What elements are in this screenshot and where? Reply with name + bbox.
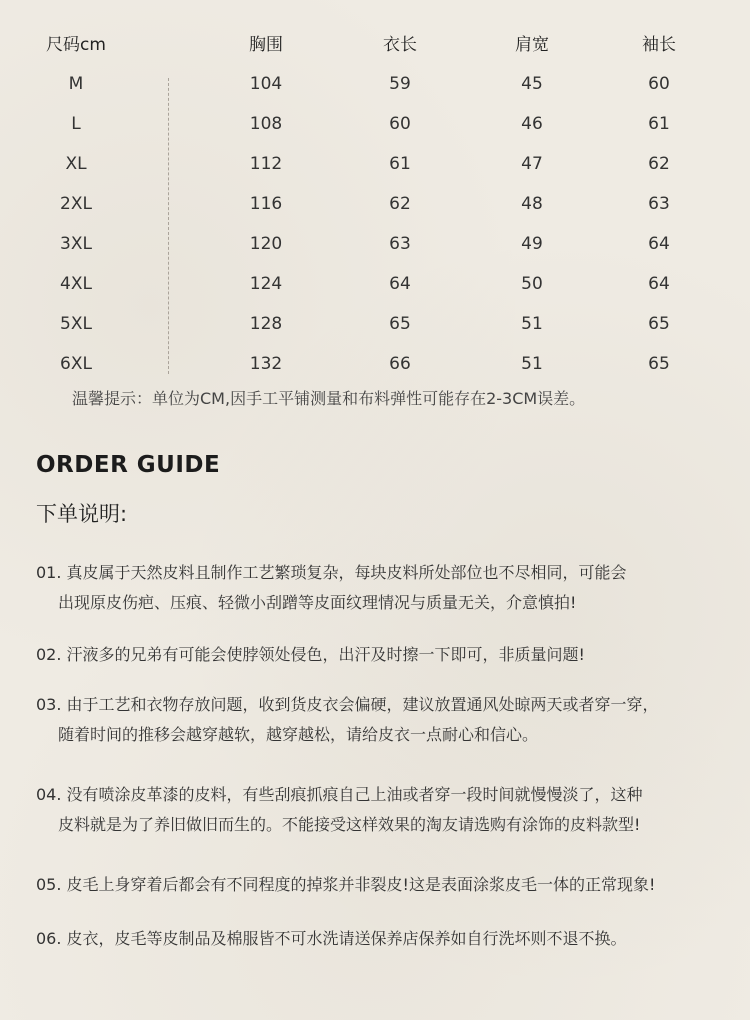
value-cell: 50 [521,274,543,294]
value-cell: 132 [249,354,283,374]
header-chest: 胸围 [249,35,283,55]
size-cell: 2XL [60,194,92,214]
table-divider [168,78,169,374]
value-cell: 45 [521,74,543,94]
value-cell: 61 [389,154,411,174]
guide-item-01 [36,558,627,618]
value-cell: 62 [389,194,411,214]
header-length: 衣长 [383,35,417,55]
value-cell: 104 [249,74,283,94]
value-cell: 116 [249,194,283,214]
value-cell: 112 [249,154,283,174]
guide-item-03 [36,690,659,750]
value-cell: 65 [389,314,411,334]
size-cell: 4XL [60,274,92,294]
value-cell: 46 [521,114,543,134]
guide-item-text: 05. 皮毛上身穿着后都会有不同程度的掉浆并非裂皮!这是表面涂浆皮毛一体的正常现象! [36,875,656,894]
size-note: 温馨提示：单位为CM,因手工平铺测量和布料弹性可能存在2-3CM误差。 [72,389,586,408]
guide-item-04 [36,780,643,840]
header-sleeve: 袖长 [642,35,676,55]
value-cell: 49 [521,234,543,254]
value-cell: 51 [521,354,543,374]
guide-item-text-cont: 出现原皮伤疤、压痕、轻微小刮蹭等皮面纹理情况与质量无关，介意慎拍! [58,593,577,612]
guide-item-05 [36,870,655,900]
value-cell: 63 [648,194,670,214]
value-cell: 60 [648,74,670,94]
value-cell: 64 [389,274,411,294]
guide-item-text: 01. 真皮属于天然皮料且制作工艺繁琐复杂，每块皮料所处部位也不尽相同，可能会 [36,563,627,582]
order-guide-subtitle: 下单说明: [36,502,128,526]
value-cell: 48 [521,194,543,214]
value-cell: 128 [249,314,283,334]
size-table [0,0,750,408]
value-cell: 62 [648,154,670,174]
guide-item-text-cont: 随着时间的推移会越穿越软，越穿越松，请给皮衣一点耐心和信心。 [58,725,539,744]
order-guide-title: ORDER GUIDE [36,452,221,478]
header-size: 尺码cm [46,35,106,55]
value-cell: 61 [648,114,670,134]
value-cell: 64 [648,234,670,254]
value-cell: 59 [389,74,411,94]
guide-item-text-cont: 皮料就是为了养旧做旧而生的。不能接受这样效果的淘友请选购有涂饰的皮料款型! [58,815,641,834]
guide-item-02 [36,640,585,670]
size-cell: XL [65,154,87,174]
value-cell: 51 [521,314,543,334]
guide-item-text: 03. 由于工艺和衣物存放问题，收到货皮衣会偏硬，建议放置通风处晾两天或者穿一穿， [36,695,659,714]
guide-item-text: 06. 皮衣，皮毛等皮制品及棉服皆不可水洗请送保养店保养如自行洗坏则不退不换。 [36,929,627,948]
size-cell: 5XL [60,314,92,334]
value-cell: 65 [648,354,670,374]
size-cell: 3XL [60,234,92,254]
header-shoulder: 肩宽 [515,35,549,55]
guide-item-06 [36,924,627,954]
size-cell: L [71,114,81,134]
value-cell: 66 [389,354,411,374]
value-cell: 47 [521,154,543,174]
value-cell: 108 [249,114,283,134]
guide-item-text: 04. 没有喷涂皮革漆的皮料，有些刮痕抓痕自己上油或者穿一段时间就慢慢淡了，这种 [36,785,643,804]
value-cell: 124 [249,274,283,294]
guide-item-text: 02. 汗液多的兄弟有可能会使脖领处侵色，出汗及时擦一下即可，非质量问题! [36,645,585,664]
value-cell: 65 [648,314,670,334]
size-cell: M [68,74,84,94]
value-cell: 60 [389,114,411,134]
value-cell: 63 [389,234,411,254]
value-cell: 64 [648,274,670,294]
size-cell: 6XL [60,354,92,374]
value-cell: 120 [249,234,283,254]
